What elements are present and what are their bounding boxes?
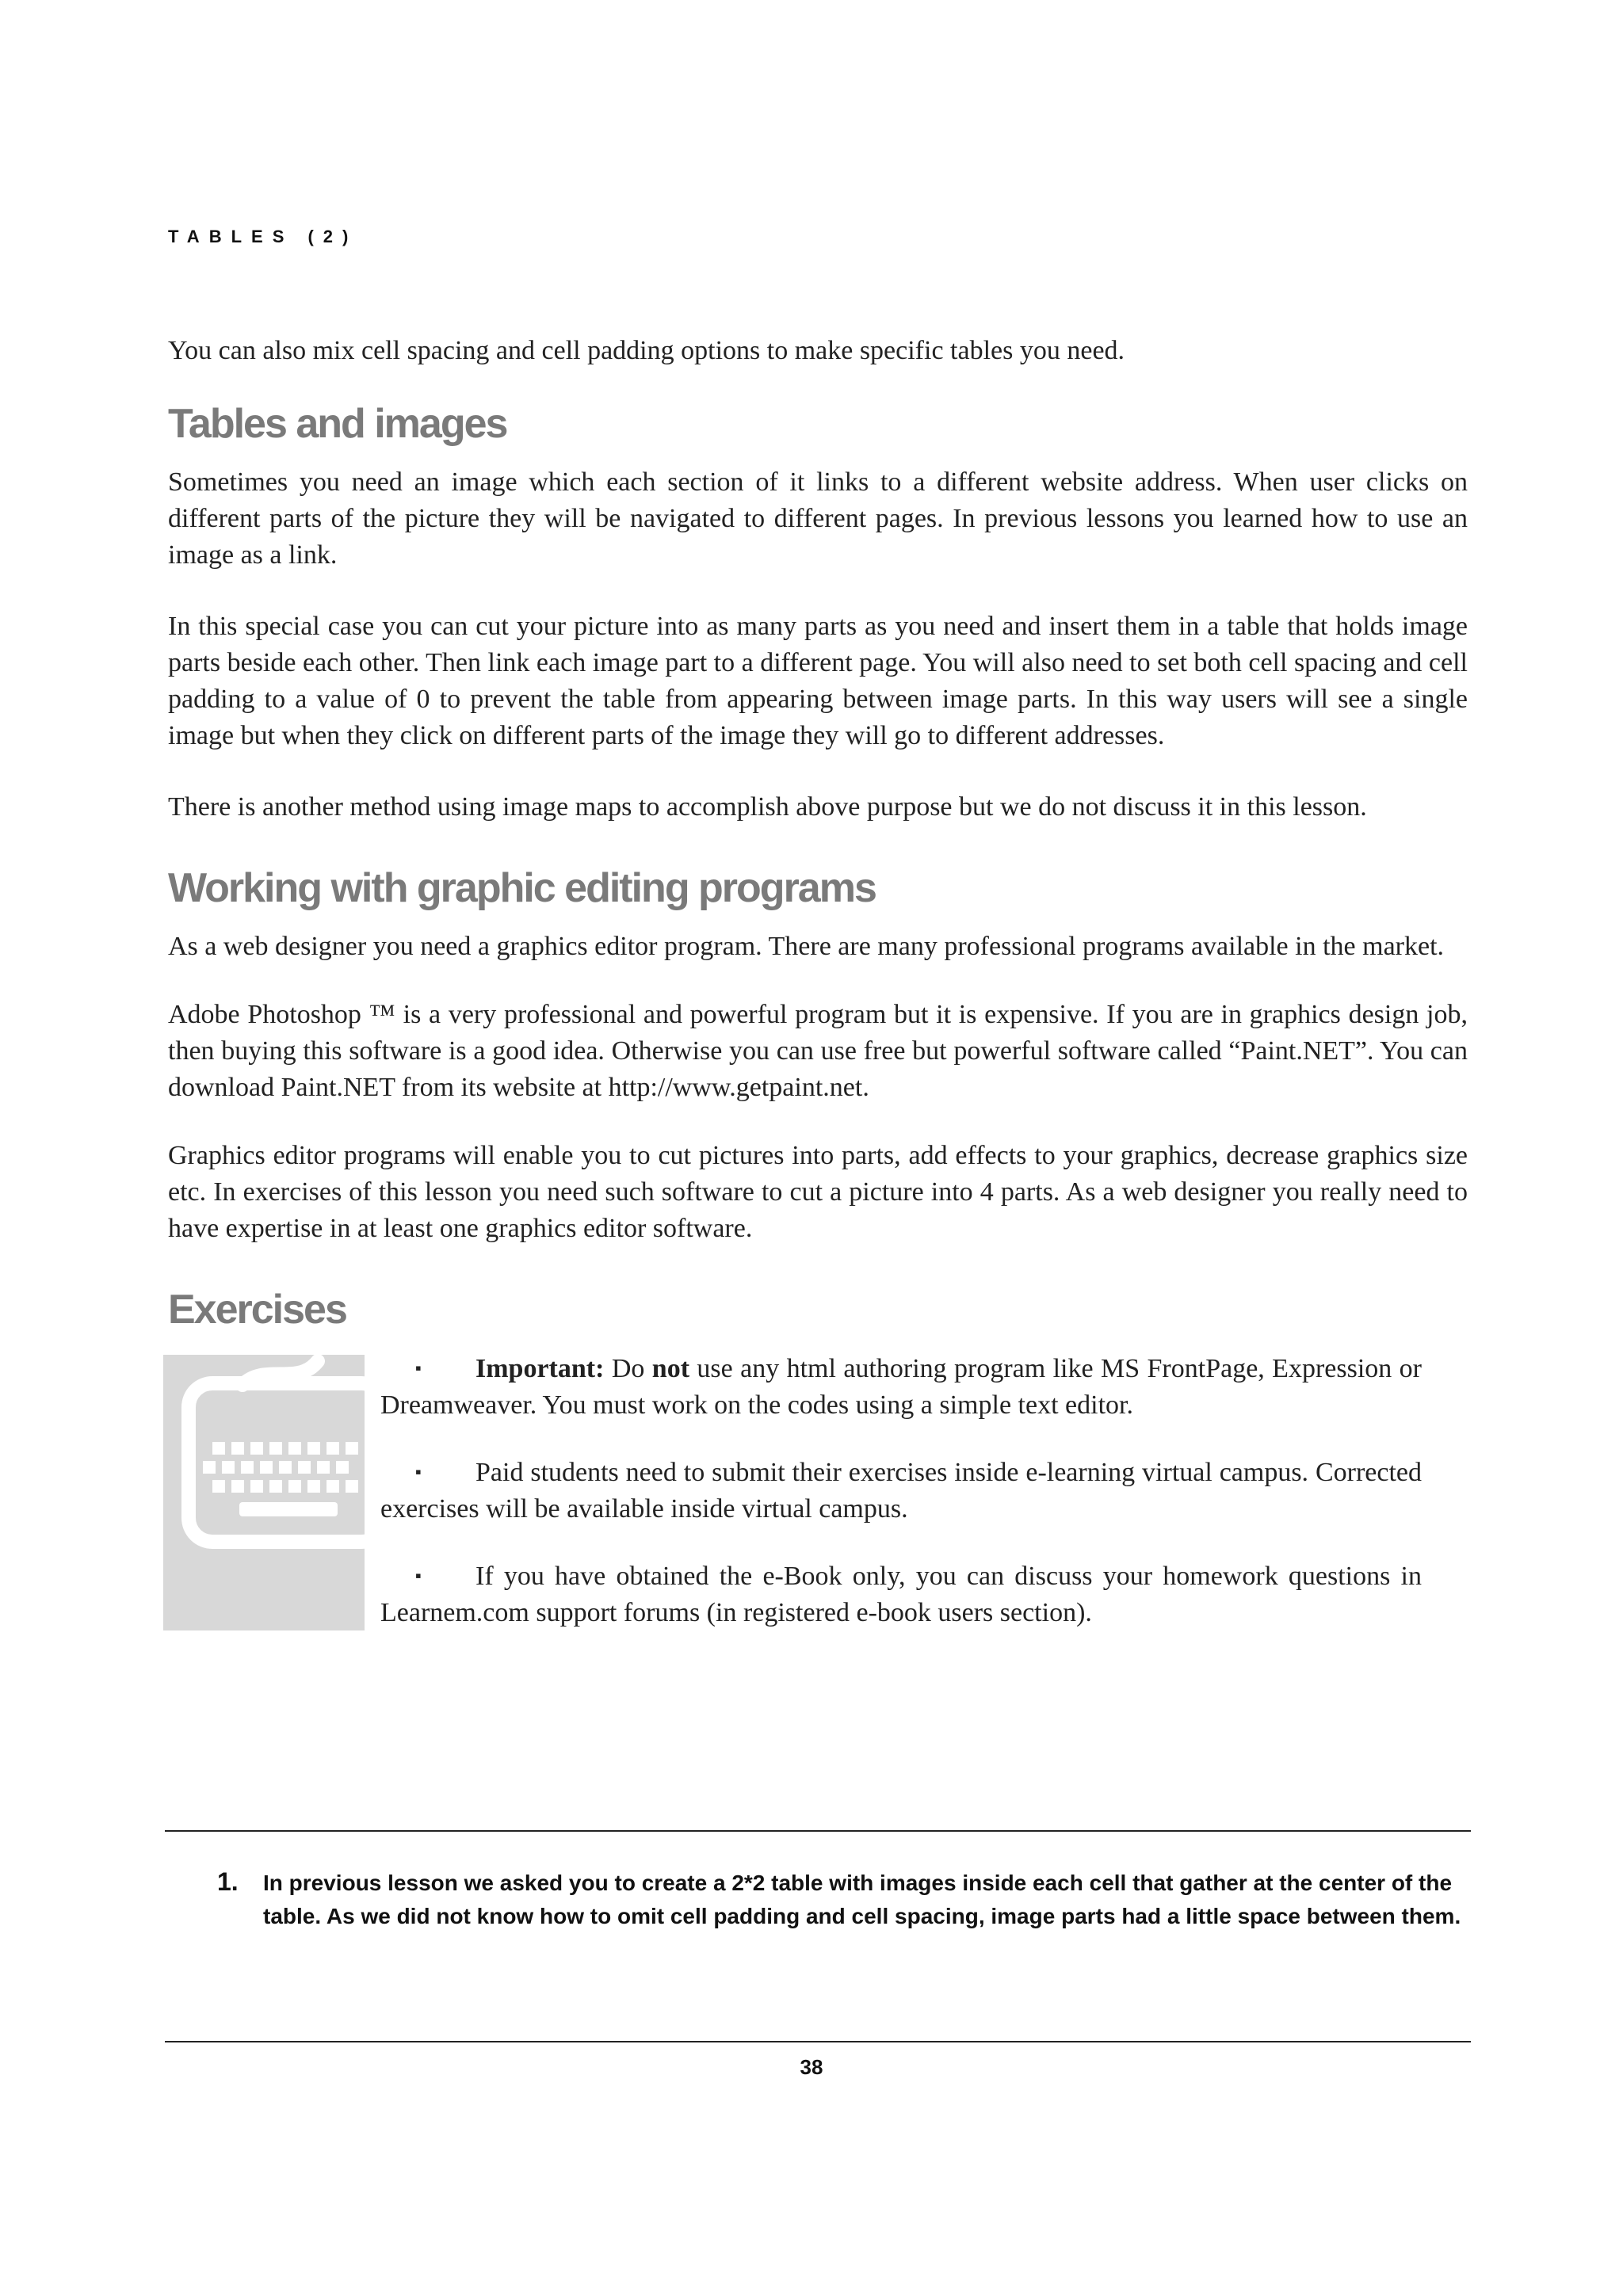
running-head: TABLES (2)	[168, 227, 358, 246]
paragraph: As a web designer you need a graphics editor program. There are many professional programs available in the market.	[168, 932, 1445, 961]
important-label: Important:	[475, 1354, 605, 1383]
bullet-icon: ▪	[415, 1566, 422, 1585]
emphasis-not: not	[651, 1354, 690, 1383]
bullet-icon: ▪	[415, 1462, 422, 1482]
paragraph: Adobe Photoshop ™ is a very professional and powerful program but it is expensive. If you are in graphics design job, then buying this software is a good idea. Otherwise you can use free but powerful software called “Paint.NET”. You can download Paint.NET from its website at http://www.getpaint.net.	[168, 1000, 1468, 1102]
heading-exercises: Exercises	[168, 1287, 346, 1333]
paragraph: There is another method using image maps to accomplish above purpose but we do not discuss it in this lesson.	[168, 792, 1367, 822]
divider-bottom	[165, 2041, 1471, 2042]
exercise-number: 1.	[217, 1867, 239, 1896]
paragraph: Graphics editor programs will enable you to cut pictures into parts, add effects to your graphics, decrease graphics size etc. In exercises of this lesson you need such software to cut a picture into 4 parts. As a web designer you really need to have expertise in at least one graphics editor software.	[168, 1141, 1468, 1243]
heading-graphic-editing: Working with graphic editing programs	[168, 865, 876, 911]
note-text: If you have obtained the e-Book only, you can discuss your homework questions in Learnem.com support forums (in registered e-book users section).	[380, 1562, 1422, 1627]
bullet-icon: ▪	[415, 1358, 422, 1378]
paragraph: In this special case you can cut your picture into as many parts as you need and insert them in a table that holds image parts beside each other. Then link each image part to a different page. You will also need to set both cell spacing and cell padding to a value of 0 to prevent the table from appearing between image parts. In this way users will see a single image but when they click on different parts of the image they will go to different addresses.	[168, 612, 1468, 750]
intro-paragraph: You can also mix cell spacing and cell padding options to make specific tables you need.	[168, 336, 1125, 365]
note-text: Do	[604, 1354, 652, 1383]
divider-top	[165, 1830, 1471, 1832]
list-item	[380, 1454, 1422, 1527]
list-item	[380, 1350, 1422, 1424]
paragraph: Sometimes you need an image which each section of it links to a different website address. When user clicks on different parts of the picture they will be navigated to different pages. In previous lessons you learned how to use an image as a link.	[168, 467, 1468, 570]
keyboard-icon	[163, 1355, 365, 1630]
main-content	[168, 333, 1468, 1667]
exercise-text: In previous lesson we asked you to create a 2*2 table with images inside each cell that gather at the center of the table. As we did not know how to omit cell padding and cell spacing, image parts had a little space between them.	[263, 1871, 1461, 1928]
note-text: use any html authoring program like MS FrontPage, Expression or Dreamweaver. You must work on the codes using a simple text editor.	[380, 1354, 1422, 1420]
exercise-note-list	[380, 1350, 1422, 1661]
page-number: 38	[800, 2055, 823, 2079]
exercise-notes	[168, 1350, 1468, 1667]
list-item	[380, 1558, 1422, 1631]
note-text: Paid students need to submit their exercises inside e-learning virtual campus. Corrected exercises will be available inside virtual campus.	[380, 1458, 1422, 1524]
heading-tables-images: Tables and images	[168, 401, 507, 447]
exercise-question-1	[217, 1867, 1471, 1933]
